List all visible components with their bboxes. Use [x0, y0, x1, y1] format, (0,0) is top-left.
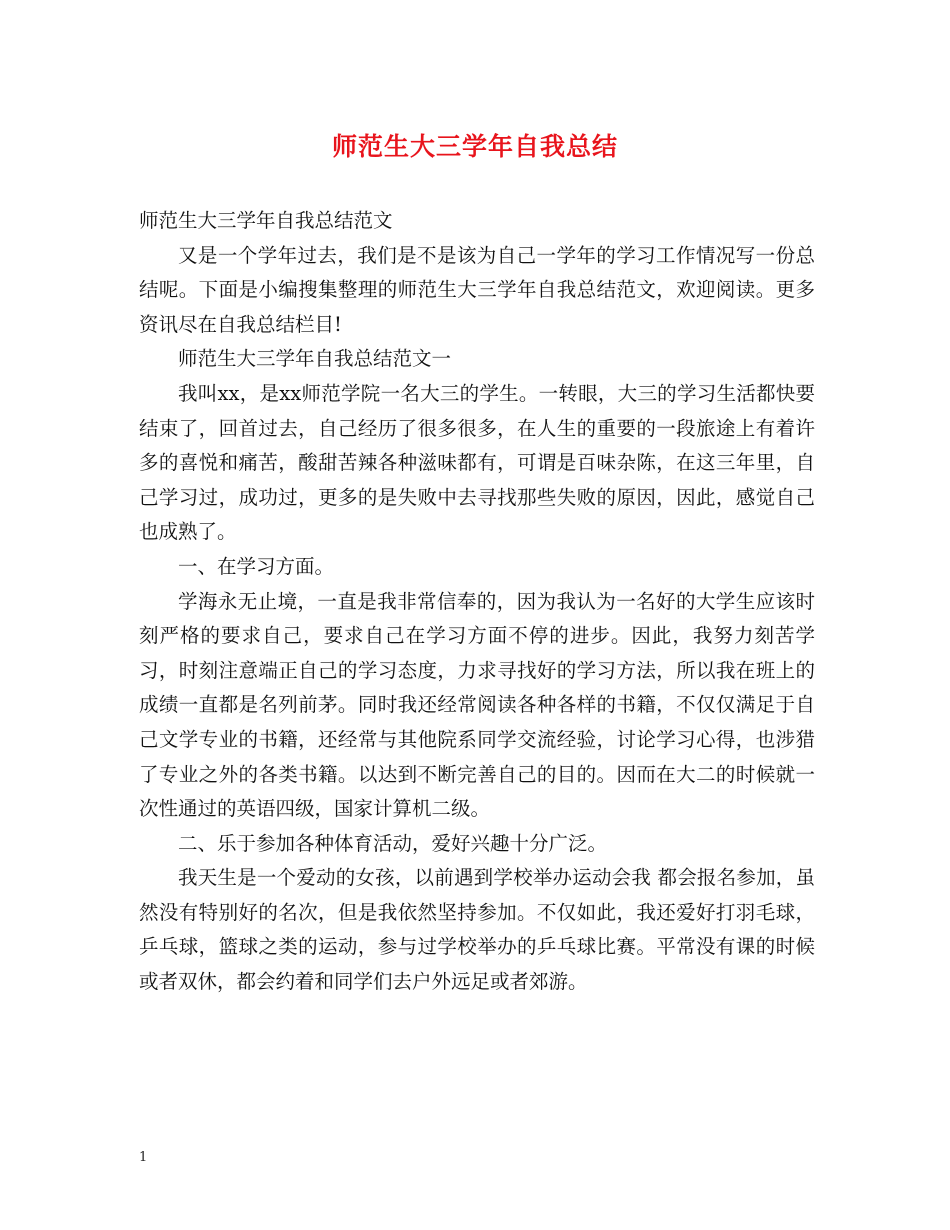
paragraph: 我叫xx，是xx师范学院一名大三的学生。一转眼，大三的学习生活都快要结束了，回首过去，自己经历了很多很多，在人生的重要的一段旅途上有着许多的喜悦和痛苦，酸甜苦辣各种滋味都有，可谓是百味杂陈，在这三年里，自己学习过，成功过，更多的是失败中去寻找那些失败的原因，因此，感觉自己也成熟了。 [139, 381, 815, 544]
paragraph: 又是一个学年过去，我们是不是该为自己一学年的学习工作情况写一份总结呢。下面是小编搜集整理的师范生大三学年自我总结范文，欢迎阅读。更多资讯尽在自我总结栏目! [139, 243, 815, 336]
paragraph: 师范生大三学年自我总结范文一 [178, 347, 452, 371]
paragraph: 学海永无止境，一直是我非常信奉的，因为我认为一名好的大学生应该时刻严格的要求自己，要求自己在学习方面不停的进步。因此，我努力刻苦学习，时刻注意端正自己的学习态度，力求寻找好的学习方法，所以我在班上的成绩一直都是名列前茅。同时我还经常阅读各种各样的书籍，不仅仅满足于自己文学专业的书籍，还经常与其他院系同学交流经验，讨论学习心得，也涉猎了专业之外的各类书籍。以达到不断完善自己的目的。因而在大二的时候就一次性通过的英语四级，国家计算机二级。 [139, 589, 815, 821]
page-number: 1 [139, 1150, 148, 1165]
document-body [139, 204, 815, 1000]
paragraph: 我天生是一个爱动的女孩，以前遇到学校举办运动会我 都会报名参加，虽然没有特别好的名次，但是我依然坚持参加。不仅如此，我还爱好打羽毛球，乒乓球，篮球之类的运动，参与过学校举办的乒乓球比赛。平常没有课的时候或者双休，都会约着和同学们去户外远足或者郊游。 [139, 866, 815, 994]
document-title: 师范生大三学年自我总结 [331, 132, 618, 161]
paragraph: 师范生大三学年自我总结范文 [139, 209, 393, 232]
paragraph: 一、在学习方面。 [178, 554, 335, 578]
paragraph: 二、乐于参加各种体育活动，爱好兴趣十分广泛。 [178, 831, 608, 855]
